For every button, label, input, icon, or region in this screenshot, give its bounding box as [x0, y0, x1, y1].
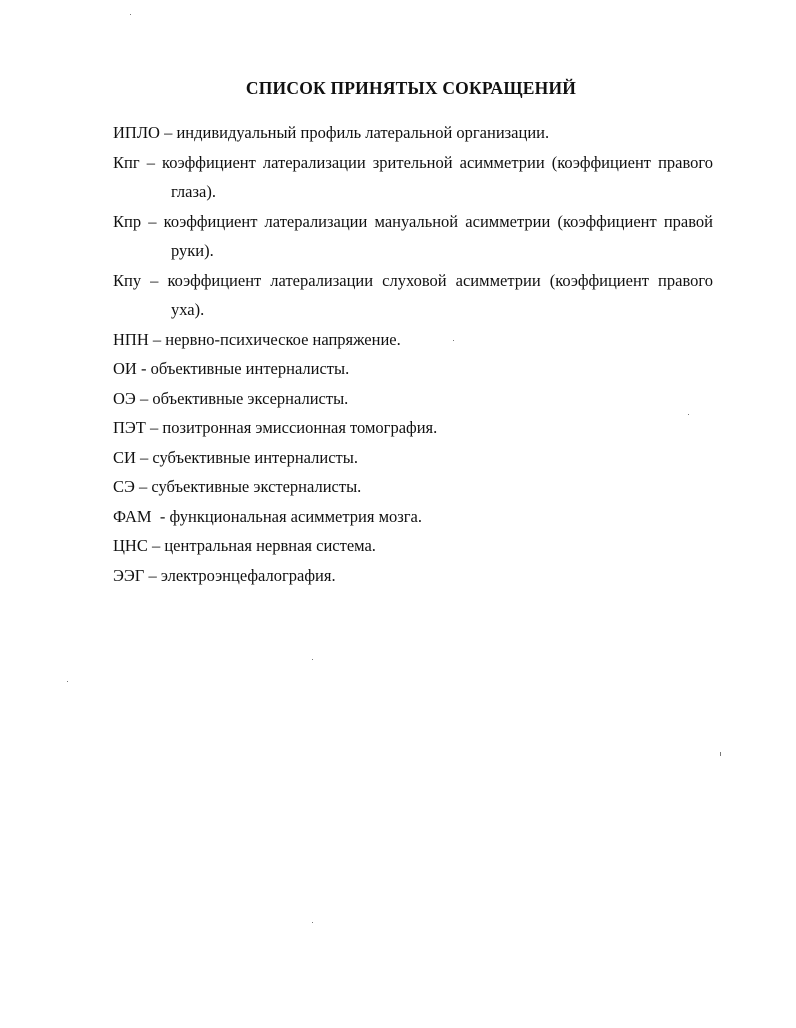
list-item [113, 118, 713, 148]
scan-speck [130, 14, 131, 15]
list-item [113, 325, 713, 355]
list-item [113, 148, 713, 207]
separator: – [159, 123, 177, 142]
abbreviation-definition: коэффициент латерализации мануальной асимметрии (коэффициент правой руки). [163, 211, 714, 260]
list-item [113, 266, 713, 325]
separator: – [145, 418, 163, 437]
abbreviation-term: ОЭ [113, 388, 136, 408]
abbreviation-term: Кпг [113, 152, 140, 172]
abbreviation-definition: электроэнцефалография. [160, 565, 336, 585]
list-item [113, 443, 713, 473]
scan-speck [453, 340, 454, 341]
abbreviation-definition: коэффициент латерализации зрительной асимметрии (коэффициент правого глаза). [162, 152, 714, 201]
abbreviation-term: ОИ [113, 359, 137, 378]
list-item [113, 413, 713, 443]
abbreviation-definition: субъективные экстерналисты. [151, 477, 362, 496]
scan-speck [720, 752, 721, 756]
separator: – [141, 211, 164, 231]
separator: – [134, 477, 152, 496]
separator: – [135, 388, 153, 408]
abbreviation-term: НПН [113, 329, 149, 349]
scan-speck [67, 681, 68, 682]
abbreviation-definition: функциональная асимметрия мозга. [169, 506, 422, 526]
abbreviation-term: СЭ [113, 477, 135, 496]
abbreviation-term: ЦНС [113, 536, 148, 555]
scan-speck [312, 922, 313, 923]
abbreviation-definition: нервно-психическое напряжение. [165, 329, 401, 349]
abbreviation-term: ЭЭГ [113, 565, 145, 585]
separator: - [151, 506, 170, 526]
separator: – [148, 329, 166, 349]
separator: – [139, 152, 163, 172]
list-item [113, 531, 713, 561]
list-item [113, 384, 713, 414]
abbreviation-definition: объективные эксерналисты. [152, 388, 349, 408]
abbreviation-term: Кпр [113, 211, 142, 231]
page-title: СПИСОК ПРИНЯТЫХ СОКРАЩЕНИЙ [245, 78, 577, 98]
list-item [113, 354, 713, 384]
abbreviation-definition: центральная нервная система. [164, 536, 376, 555]
list-item [113, 561, 713, 591]
separator: – [135, 447, 153, 467]
separator: - [136, 359, 151, 378]
scan-speck [688, 414, 689, 415]
separator: – [141, 270, 168, 290]
abbreviation-term: Кпу [113, 270, 142, 290]
separator: – [147, 536, 165, 555]
list-item [113, 472, 713, 502]
abbreviation-term: ПЭТ [113, 418, 146, 437]
list-item [113, 502, 713, 532]
abbreviation-definition: коэффициент латерализации слуховой асимметрии (коэффициент правого уха). [167, 270, 713, 319]
abbreviation-definition: индивидуальный профиль латеральной организации. [176, 123, 550, 142]
abbreviation-term: ФАМ [113, 506, 152, 526]
separator: – [144, 565, 161, 585]
abbreviation-definition: позитронная эмиссионная томография. [162, 418, 438, 437]
scan-speck [312, 659, 313, 660]
abbreviation-definition: субъективные интерналисты. [152, 447, 358, 467]
abbreviation-term: ИПЛО [113, 123, 160, 142]
abbreviation-term: СИ [113, 447, 136, 467]
list-item [113, 207, 713, 266]
abbreviation-definition: объективные интерналисты. [150, 359, 350, 378]
abbreviation-list [113, 118, 713, 590]
